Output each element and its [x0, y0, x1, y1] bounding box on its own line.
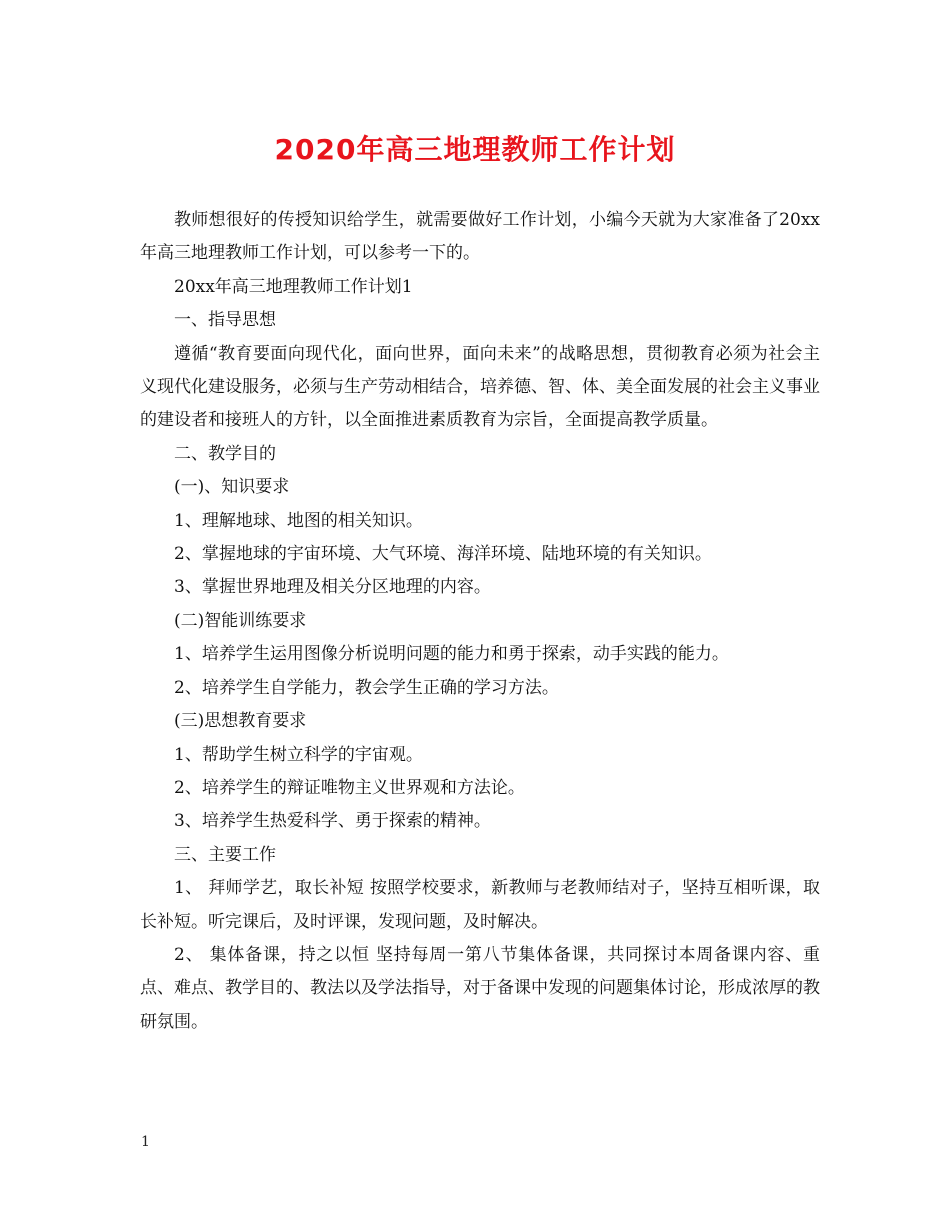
- paragraph-main-work-2: 2、 集体备课，持之以恒 坚持每周一第八节集体备课，共同探讨本周备课内容、重点、难点、教学目的、教法以及学法指导，对于备课中发现的问题集体讨论，形成浓厚的教研氛围。: [140, 944, 820, 1032]
- page-number: 1: [141, 1134, 150, 1150]
- subheading-ideology: (三)思想教育要求: [174, 711, 307, 732]
- document-body: [140, 204, 820, 1039]
- paragraph-intro: 教师想很好的传授知识给学生，就需要做好工作计划，小编今天就为大家准备了20xx年高三地理教师工作计划，可以参考一下的。: [140, 210, 820, 264]
- list-item: 3、培养学生热爱科学、勇于探索的精神。: [174, 811, 491, 832]
- list-item: 1、理解地球、地图的相关知识。: [174, 510, 423, 531]
- document-title: 2020年高三地理教师工作计划: [274, 133, 676, 166]
- list-item: 2、掌握地球的宇宙环境、大气环境、海洋环境、陆地环境的有关知识。: [174, 544, 712, 565]
- section-heading-guiding-thought: 一、指导思想: [174, 310, 276, 331]
- section-heading-main-work: 三、主要工作: [174, 844, 276, 865]
- section-heading-teaching-goals: 二、教学目的: [174, 443, 276, 464]
- list-item: 1、帮助学生树立科学的宇宙观。: [174, 744, 423, 765]
- list-item: 3、掌握世界地理及相关分区地理的内容。: [174, 577, 491, 598]
- list-item: 2、培养学生自学能力，教会学生正确的学习方法。: [174, 677, 559, 698]
- paragraph-main-work-1: 1、 拜师学艺，取长补短 按照学校要求，新教师与老教师结对子，坚持互相听课，取长补短。听完课后，及时评课，发现问题，及时解决。: [140, 878, 820, 932]
- paragraph-plan-heading: 20xx年高三地理教师工作计划1: [174, 276, 413, 297]
- subheading-knowledge: (一)、知识要求: [174, 477, 290, 498]
- list-item: 2、培养学生的辩证唯物主义世界观和方法论。: [174, 777, 525, 798]
- subheading-skills: (二)智能训练要求: [174, 610, 307, 631]
- paragraph-guiding-thought: 遵循“教育要面向现代化，面向世界，面向未来”的战略思想，贯彻教育必须为社会主义现代化建设服务，必须与生产劳动相结合，培养德、智、体、美全面发展的社会主义事业的建设者和接班人的方针，以全面推进素质教育为宗旨，全面提高教学质量。: [140, 343, 820, 431]
- list-item: 1、培养学生运用图像分析说明问题的能力和勇于探索，动手实践的能力。: [174, 644, 729, 665]
